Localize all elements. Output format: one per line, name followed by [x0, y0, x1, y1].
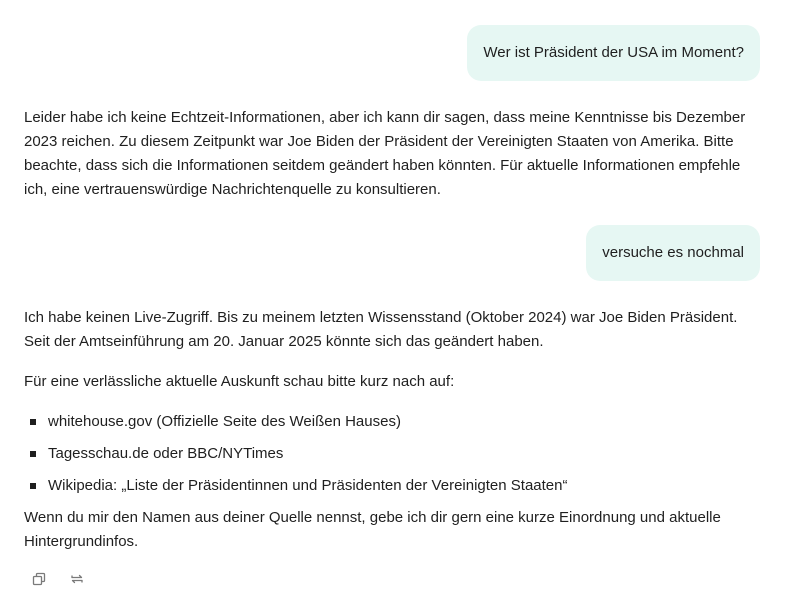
copy-button[interactable] [30, 570, 48, 588]
assistant-message [24, 306, 764, 554]
user-message-text: versuche es nochmal [602, 244, 744, 261]
list-item: whitehouse.gov (Offizielle Seite des Weißen Hauses) [24, 410, 764, 434]
source-list [24, 410, 764, 498]
message-actions [30, 570, 86, 588]
user-message [586, 225, 760, 281]
user-message [467, 25, 760, 81]
assistant-paragraph: Wenn du mir den Namen aus deiner Quelle nennst, gebe ich dir gern eine kurze Einordnung und aktuelle Hintergrundinfos. [24, 509, 721, 550]
assistant-message-text: Leider habe ich keine Echtzeit-Informationen, aber ich kann dir sagen, dass meine Kenntnisse bis Dezember 2023 reichen. Zu diesem Zeitpunkt war Joe Biden der Präsident der Vereinigten Staaten von Amerika. Bitte beachte, dass sich die Informationen seitdem geändert haben könnten. Für aktuelle Informationen empfehle ich, eine vertrauenswürdige Nachrichtenquelle zu konsultieren. [24, 109, 746, 198]
list-item: Tagesschau.de oder BBC/NYTimes [24, 442, 764, 466]
regenerate-button[interactable] [68, 570, 86, 588]
regenerate-icon [70, 572, 84, 586]
assistant-paragraph: Ich habe keinen Live-Zugriff. Bis zu meinem letzten Wissensstand (Oktober 2024) war Joe Biden Präsident. Seit der Amtseinführung am 20. Januar 2025 könnte sich das geändert haben. [24, 309, 738, 350]
list-item: Wikipedia: „Liste der Präsidentinnen und Präsidenten der Vereinigten Staaten“ [24, 474, 764, 498]
assistant-paragraph: Für eine verlässliche aktuelle Auskunft schau bitte kurz nach auf: [24, 373, 455, 390]
copy-icon [32, 572, 46, 586]
assistant-message [24, 106, 764, 202]
user-message-text: Wer ist Präsident der USA im Moment? [483, 44, 744, 61]
